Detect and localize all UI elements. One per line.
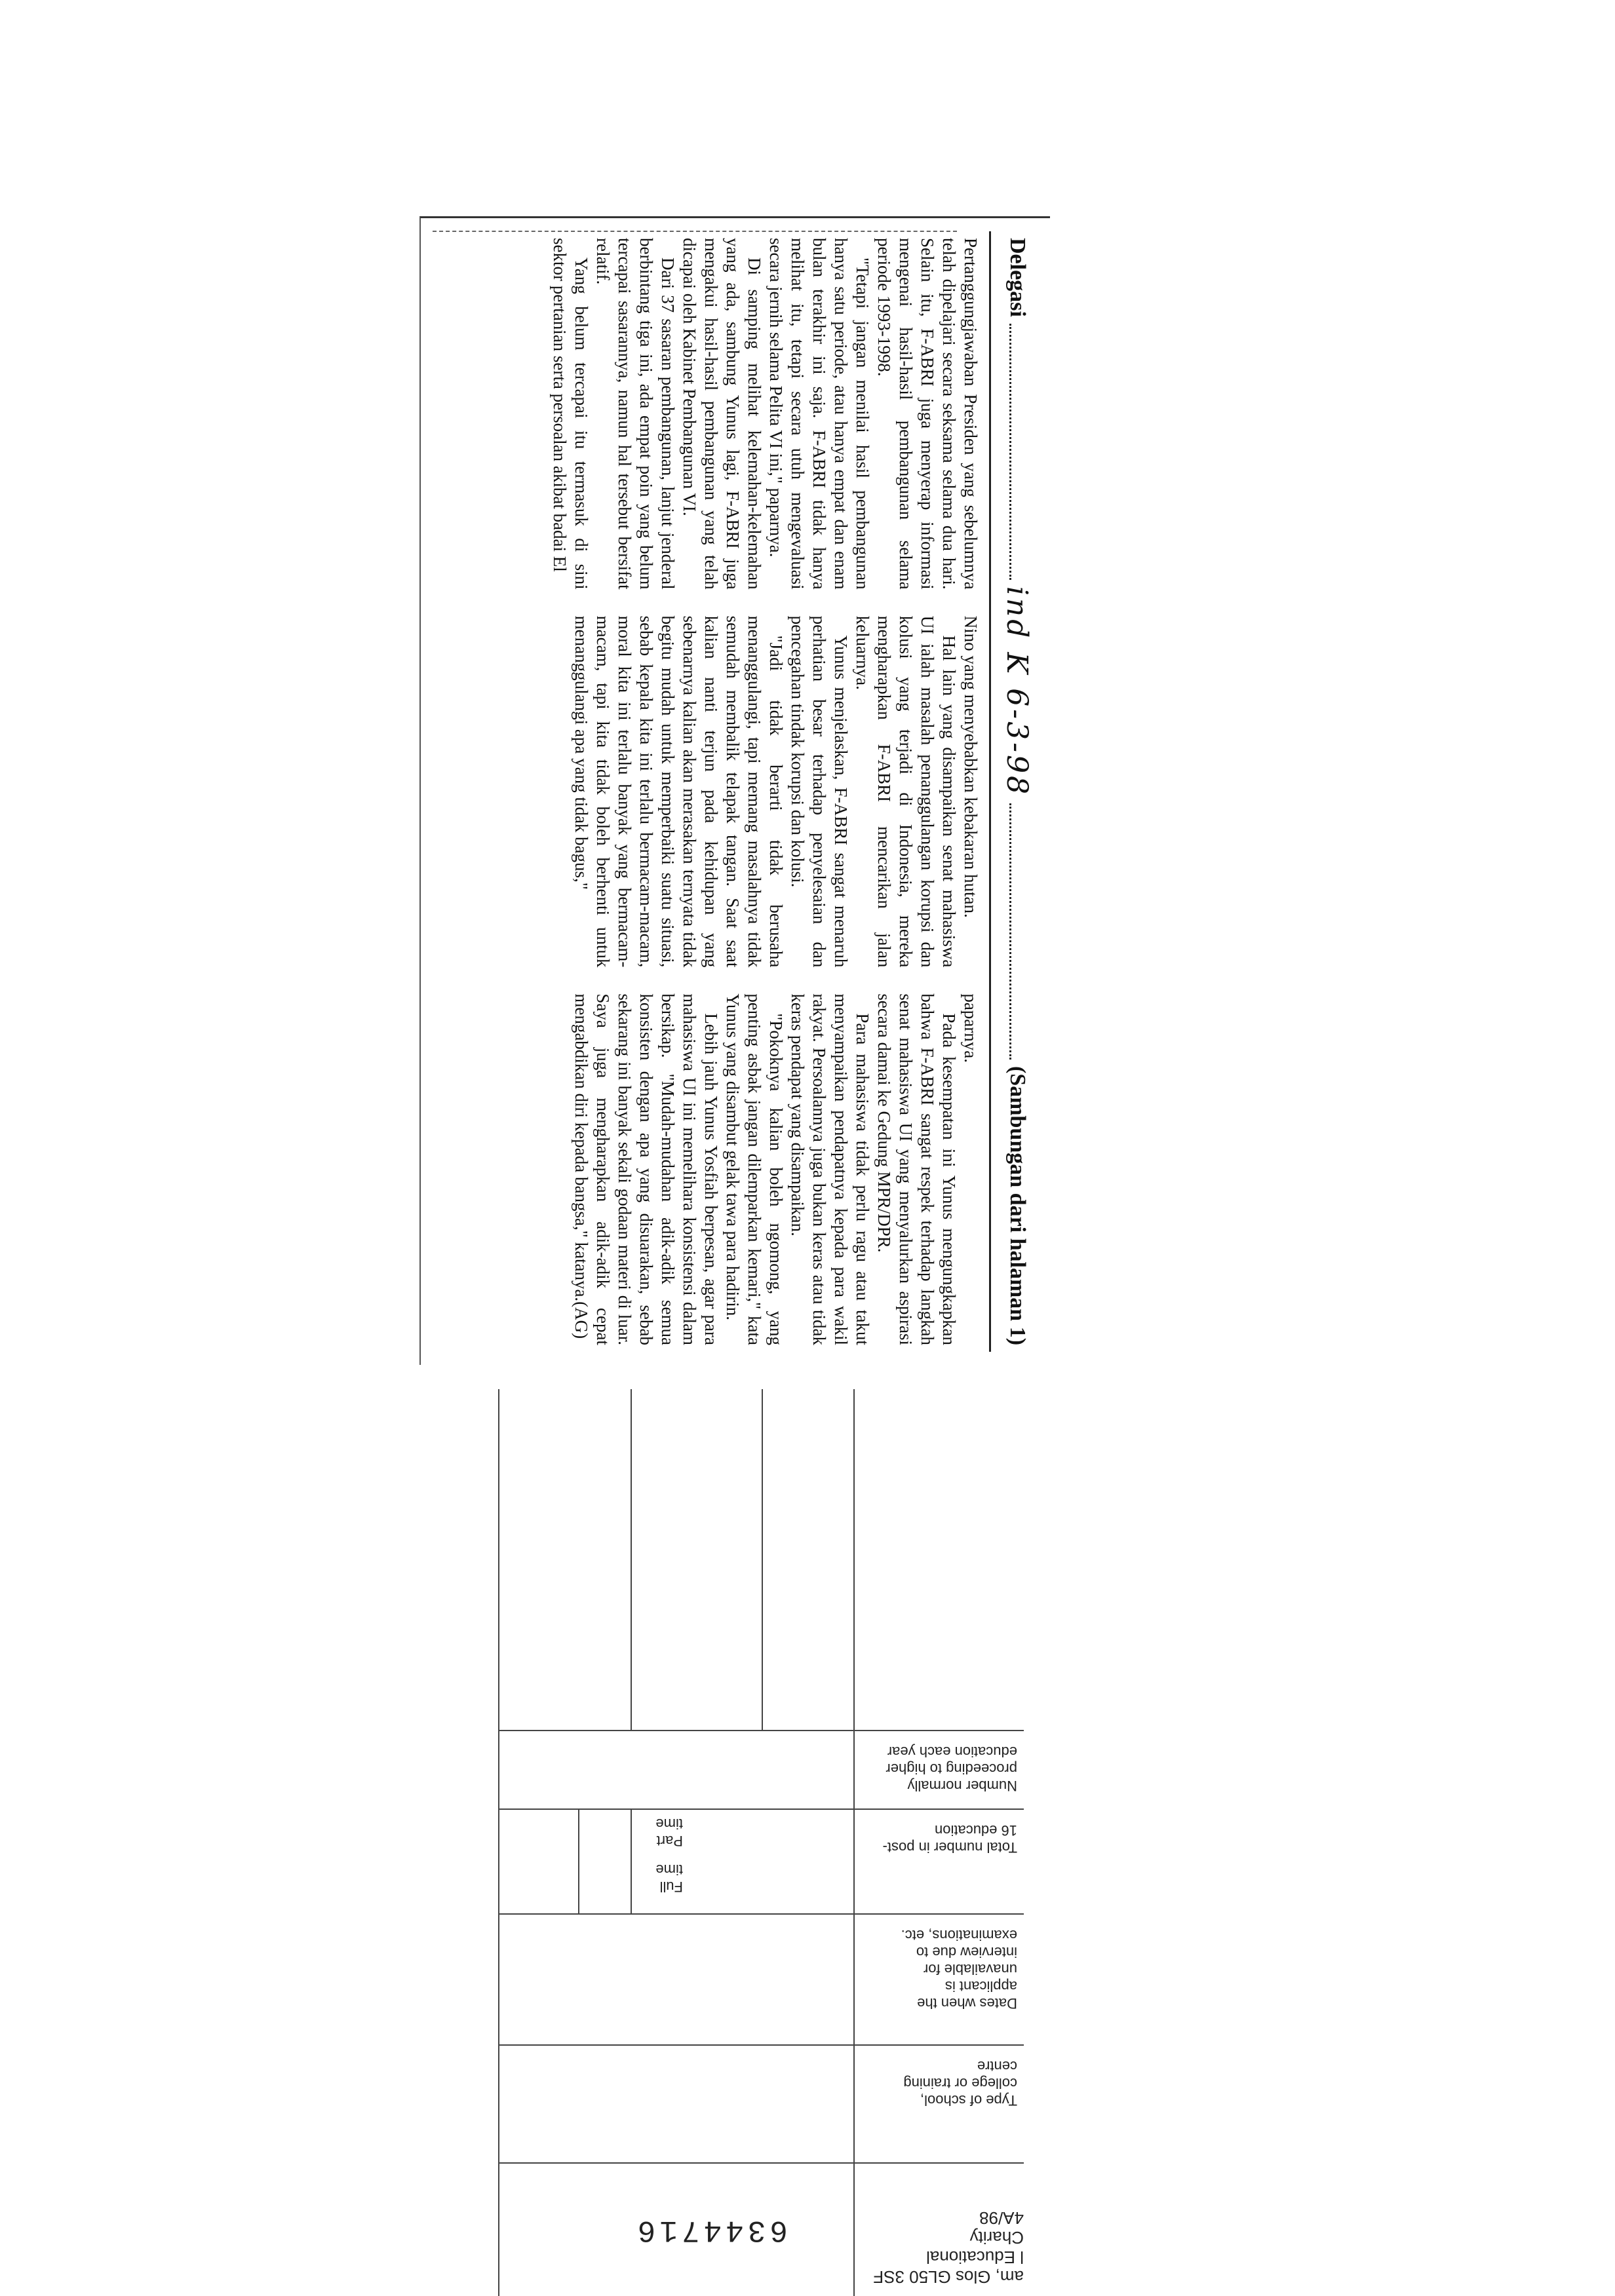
article-columns [431,238,981,1345]
field-unavailable-dates: Dates when the applicant is unavailable for interview due to examinations, etc. [901,1927,1017,2012]
form-column-line [631,1389,632,1730]
col2-para-4: "Jadi tidak berarti tidak berusaha menanggulangi, tapi memang masalahnya tidak semudah membalik telapak tangan. Saat saat kalian nanti terjun pada kehidupan yang sebenarnya kalian akan merasakan ternyata tidak begitu mudah untuk memperbaiki suatu situasi, sebab kepala kita ini terlalu bermacam-macam, moral kita ini terlalu banyak yang bermacam-macam, tapi kita tidak boleh berhenti untuk menanggulangi apa yang tidak bagus," [572,615,786,968]
col3-para-4: "Pokoknya kalian boleh ngomong, yang penting asbak jangan dilemparkan kemari," kata Yunus yang disambut gelak tawa para hadirin. [723,993,786,1345]
serial-number: 6344716 [633,2213,788,2247]
col3-para-3: Para mahasiswa tidak perlu ragu atau takut menyampaikan pendapatnya kepada para wakil rakyat. Persoalannya juga bukan keras atau tidak keras pendapat yang disampaikan. [788,993,872,1345]
org-line-1: am, Glos GL50 3SF [873,2267,1024,2287]
handwritten-date: ind K 6-3-98 [1000,586,1034,797]
form-row-line [499,2044,1024,2046]
col2-para-2: Hal lain yang disampaikan senat mahasiswa UI ialah masalah penanggulangan korupsi dan kolusi yang terjadi di Indonesia, mereka mengharapkan F-ABRI mencarikan jalan keluarnya. [853,615,959,968]
org-line-3: 4A/98 [979,2208,1024,2228]
col1-para-5: Yang belum tercapai itu termasuk di sini sektor pertanian serta persoalan akibat badai El [550,238,591,590]
article-column-2 [431,616,981,968]
header-dots-left [1010,324,1025,580]
header-dots-right [1010,803,1025,1060]
field-post16-total: Total number in post-16 education [882,1822,1017,1856]
article-column-1 [431,238,981,590]
form-column-line [578,1808,579,1913]
field-school-type: Type of school, college or training centre [903,2058,1017,2109]
col3-para-5: Lebih jauh Yunus Yosfiah berpesan, agar para mahasiswa UI ini memelihara konsistensi dalam bersikap. "Mudah-mudahan adik-adik semua konsisten dengan apa yang disuarakan, sebab sekarang ini banyak sekali godaan materi di luar. Saya juga mengharapkan adik-adik cepat mengabdikan diri kepada bangsa," katanya.(AG) [572,993,721,1345]
col1-para-3: Di samping melihat kelemahan-kelemahan yang ada, sambung Yunus lagi, F-ABRI juga mengakui hasil-hasil pembangunan yang telah dicapai oleh Kabinet Pembangunan VI. [680,238,764,590]
headline-delegasi: Delegasi [1005,238,1030,317]
col2-para-1: Nino yang menyebabkan kebakaran hutan. [961,615,981,918]
col3-para-2: Pada kesempatan ini Yunus mengungkapkan bahwa F-ABRI sangat respek terhadap langkah senat mahasiswa UI yang menyalurkan aspirasi secara damai ke Gedung MPR/DPR. [874,993,959,1345]
application-form-fragment [498,1389,1024,2296]
form-column-line [853,1389,855,2296]
field-higher-education: Number normally proceeding to higher education each year [885,1744,1017,1794]
form-column-line [762,1389,763,1730]
organisation-block [873,2208,1024,2287]
col1-para-1: Pertanggungjawaban Presiden yang sebelumnya telah dipelajari secara seksama selama dua hari. Selain itu, F-ABRI juga menyerap informasi mengenai hasil-hasil pembangunan selama periode 1993-1998. [874,238,981,590]
form-column-line [631,1808,632,1913]
form-row-line [499,1913,1024,1915]
clipping-rotated-content [421,218,1050,1365]
form-row-line [499,1730,1024,1731]
col1-para-4: Dari 37 sasaran pembangunan, lanjut jenderal berbintang tiga ini, ada empat poin yang belum tercapai sasarannya, namun hal tersebut bersifat relatif. [593,238,678,590]
col3-para-1: paparnya. [961,993,981,1063]
field-part-time: Part time [655,1816,683,1849]
field-full-time: Full time [655,1862,683,1895]
org-line-2: l Educational Charity [926,2228,1024,2267]
col2-para-3: Yunus menjelaskan, F-ABRI sangat menaruh perhatian besar terhadap penyelesaian dan pencegahan tindak korupsi dan kolusi. [788,615,851,968]
continuation-note: (Sambungan dari halaman 1) [1005,1065,1030,1346]
header-rule [989,231,991,1352]
newspaper-clipping [419,216,1050,1365]
clipping-header [998,238,1037,1345]
article-column-3 [431,993,981,1345]
col1-para-2: "Tetapi jangan menilai hasil pembangunan hanya satu periode, atau hanya empat dan enam bulan terakhir ini saja. F-ABRI tidak hanya melihat itu, tetapi secara utuh mengevaluasi secara jernih selama Pelita VI ini," paparnya. [766,238,872,590]
form-row-line [499,2162,1024,2164]
